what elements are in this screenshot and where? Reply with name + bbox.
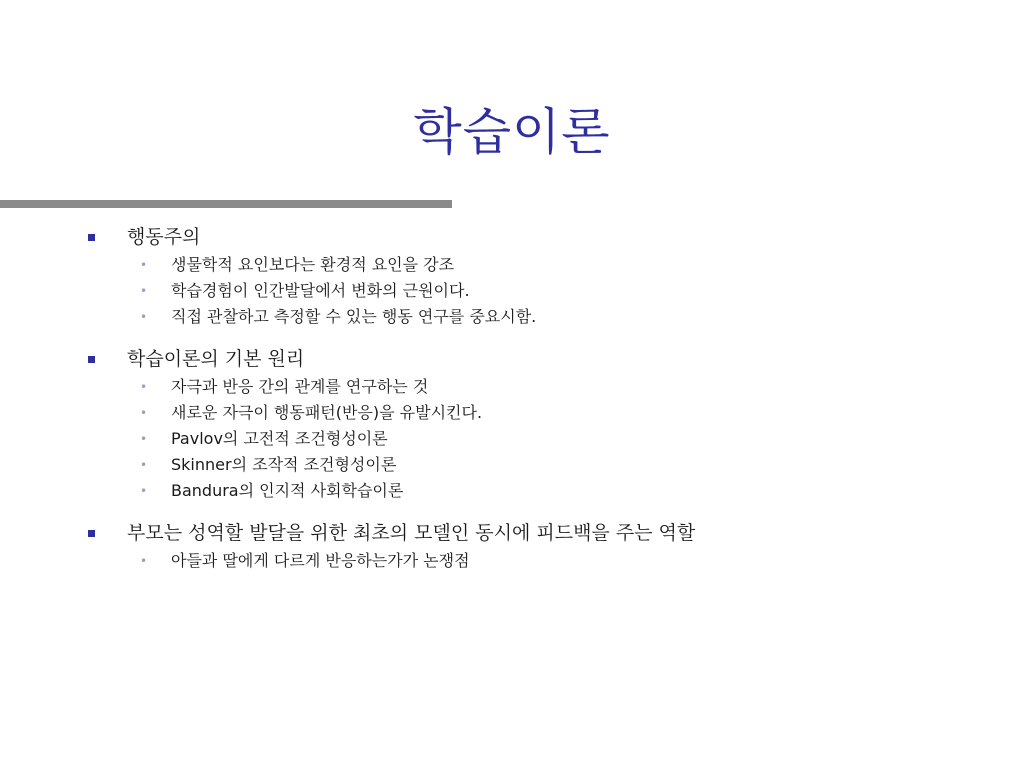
level1-item [0, 222, 1024, 252]
level2-text: Skinner의 조작적 조건형성이론 [171, 455, 397, 474]
square-bullet-icon [88, 234, 95, 241]
level2-text: 학습경험이 인간발달에서 변화의 근원이다. [171, 281, 470, 300]
level2-item [0, 478, 1024, 504]
dot-bullet-icon: • [140, 284, 148, 298]
level2-item [0, 400, 1024, 426]
dot-bullet-icon: • [140, 484, 148, 498]
dot-bullet-icon: • [140, 406, 148, 420]
dot-bullet-icon: • [140, 310, 148, 324]
dot-bullet-icon: • [140, 258, 148, 272]
title-divider [0, 200, 452, 208]
square-bullet-icon [88, 530, 95, 537]
level2-item [0, 426, 1024, 452]
level2-text: 새로운 자극이 행동패턴(반응)을 유발시킨다. [171, 403, 483, 422]
level2-item [0, 452, 1024, 478]
level2-item [0, 374, 1024, 400]
level2-item [0, 252, 1024, 278]
dot-bullet-icon: • [140, 554, 148, 568]
dot-bullet-icon: • [140, 380, 148, 394]
level2-text: 직접 관찰하고 측정할 수 있는 행동 연구를 중요시함. [171, 307, 537, 326]
level2-text: Pavlov의 고전적 조건형성이론 [171, 429, 388, 448]
level2-text: 자극과 반응 간의 관계를 연구하는 것 [171, 377, 429, 396]
slide-content [0, 222, 1024, 588]
section-learning-principles [0, 344, 1024, 504]
level1-item [0, 518, 1024, 548]
level2-text: Bandura의 인지적 사회학습이론 [171, 481, 404, 500]
level1-text: 행동주의 [127, 226, 201, 248]
dot-bullet-icon: • [140, 458, 148, 472]
level2-item [0, 548, 1024, 574]
level1-text: 부모는 성역할 발달을 위한 최초의 모델인 동시에 피드백을 주는 역할 [127, 522, 696, 544]
slide-title: 학습이론 [413, 103, 611, 161]
level2-item [0, 278, 1024, 304]
section-parent-role [0, 518, 1024, 574]
square-bullet-icon [88, 356, 95, 363]
section-behaviorism [0, 222, 1024, 330]
level2-item [0, 304, 1024, 330]
level2-text: 생물학적 요인보다는 환경적 요인을 강조 [171, 255, 455, 274]
dot-bullet-icon: • [140, 432, 148, 446]
level2-text: 아들과 딸에게 다르게 반응하는가가 논쟁점 [171, 551, 470, 570]
level1-text: 학습이론의 기본 원리 [127, 348, 305, 370]
level1-item [0, 344, 1024, 374]
